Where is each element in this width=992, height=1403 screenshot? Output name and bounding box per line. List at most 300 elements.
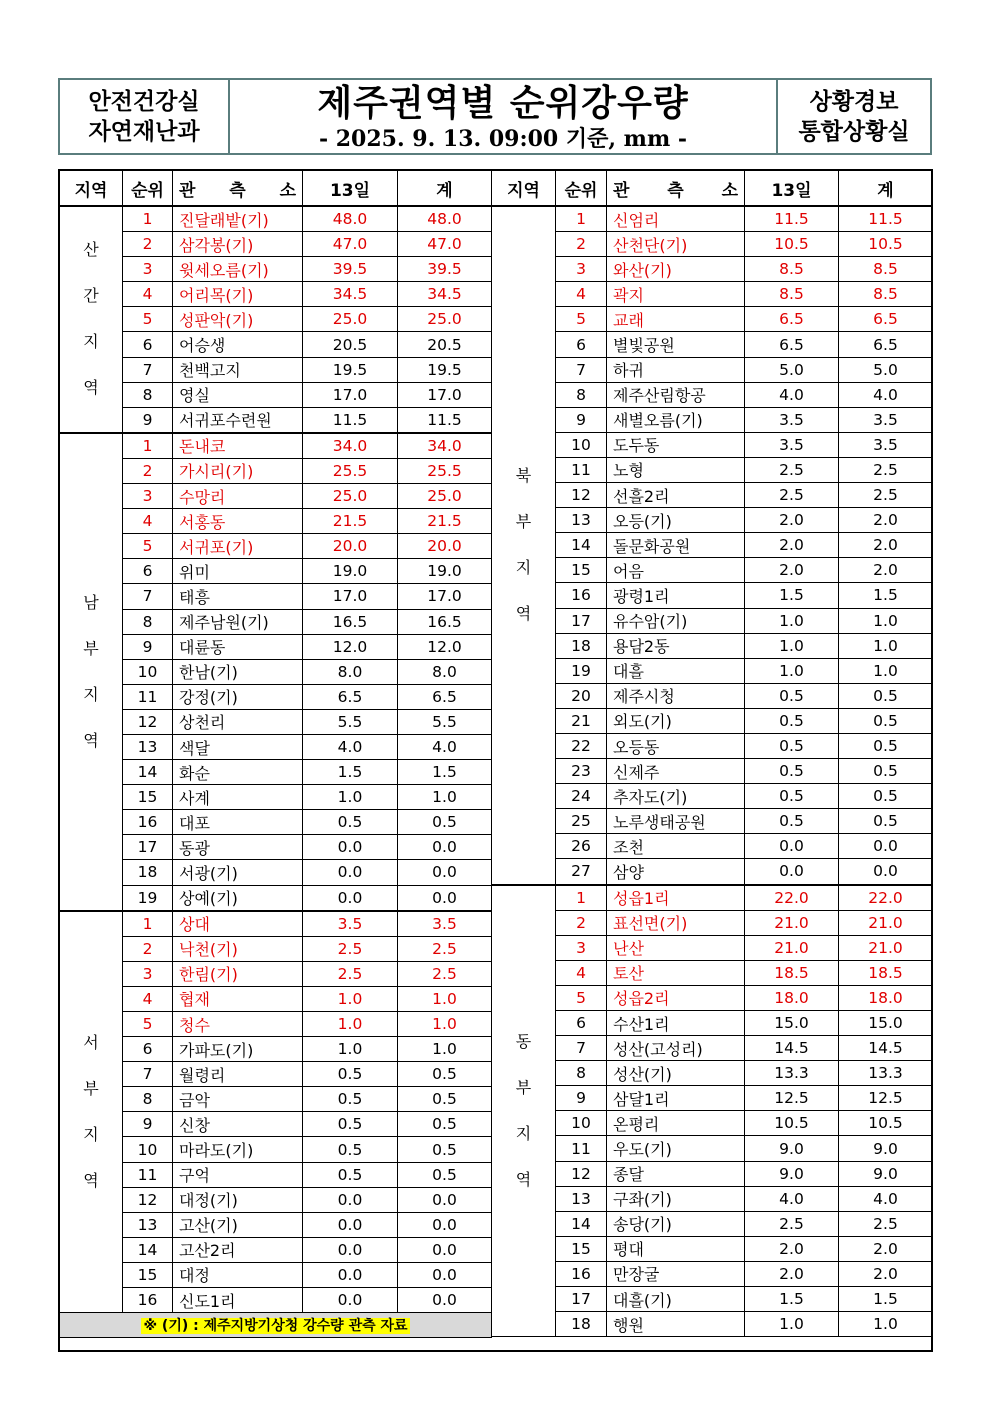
day-rainfall-cell: 4.0 <box>745 1186 839 1211</box>
rank-cell: 18 <box>556 1312 607 1337</box>
day-rainfall-cell: 8.5 <box>745 257 839 282</box>
col-total: 계 <box>398 171 492 207</box>
total-rainfall-cell: 19.0 <box>398 559 492 584</box>
table-row <box>60 232 492 257</box>
table-row <box>60 559 492 584</box>
table-row <box>492 784 933 809</box>
total-rainfall-cell: 4.0 <box>839 382 933 407</box>
rank-cell: 21 <box>556 708 607 733</box>
table-row <box>60 1162 492 1187</box>
day-rainfall-cell: 12.0 <box>303 634 398 659</box>
day-rainfall-cell: 4.0 <box>303 734 398 759</box>
table-row <box>492 483 933 508</box>
rank-cell: 3 <box>123 257 173 282</box>
station-cell: 난산 <box>607 935 745 960</box>
day-rainfall-cell: 1.0 <box>303 1037 398 1062</box>
table-row <box>492 206 933 232</box>
rank-cell: 15 <box>556 558 607 583</box>
station-cell: 성읍2리 <box>607 985 745 1010</box>
station-cell: 구억 <box>173 1162 303 1187</box>
total-rainfall-cell: 0.0 <box>839 859 933 885</box>
rank-cell: 10 <box>556 432 607 457</box>
total-rainfall-cell: 8.5 <box>839 257 933 282</box>
day-rainfall-cell: 2.5 <box>745 1211 839 1236</box>
rank-cell: 12 <box>556 483 607 508</box>
rank-cell: 19 <box>556 658 607 683</box>
office-line2: 통합상황실 <box>798 118 910 145</box>
rank-cell: 9 <box>123 407 173 433</box>
table-row <box>492 885 933 911</box>
station-cell: 대흘(기) <box>607 1287 745 1312</box>
day-rainfall-cell: 1.5 <box>745 583 839 608</box>
table-row <box>60 1062 492 1087</box>
station-cell: 노형 <box>607 457 745 482</box>
page-subtitle: - 2025. 9. 13. 09:00 기준, mm - <box>318 125 688 152</box>
station-cell: 대정(기) <box>173 1187 303 1212</box>
rank-cell: 6 <box>123 1037 173 1062</box>
rank-cell: 3 <box>123 484 173 509</box>
table-row <box>60 760 492 785</box>
day-rainfall-cell: 1.5 <box>303 760 398 785</box>
day-rainfall-cell: 2.0 <box>745 558 839 583</box>
day-rainfall-cell: 5.5 <box>303 709 398 734</box>
rank-cell: 11 <box>556 457 607 482</box>
table-row <box>492 357 933 382</box>
total-rainfall-cell: 17.0 <box>398 584 492 609</box>
total-rainfall-cell: 2.5 <box>398 961 492 986</box>
table-row <box>60 1037 492 1062</box>
day-rainfall-cell: 6.5 <box>745 332 839 357</box>
day-rainfall-cell: 1.0 <box>745 608 839 633</box>
rank-cell: 8 <box>123 1087 173 1112</box>
table-row <box>492 683 933 708</box>
source-note-text: ※ (기) : 제주지방기상청 강수량 관측 자료 <box>143 1318 408 1335</box>
office-box <box>776 80 930 153</box>
col-day: 13일 <box>303 171 398 207</box>
rank-cell: 15 <box>123 1262 173 1287</box>
total-rainfall-cell: 39.5 <box>398 257 492 282</box>
table-row <box>60 1237 492 1262</box>
rank-cell: 2 <box>556 232 607 257</box>
total-rainfall-cell: 1.0 <box>398 1012 492 1037</box>
rank-cell: 2 <box>123 936 173 961</box>
table-row <box>60 1288 492 1313</box>
rank-cell: 15 <box>556 1236 607 1261</box>
station-cell: 삼양 <box>607 859 745 885</box>
day-rainfall-cell: 0.5 <box>745 784 839 809</box>
day-rainfall-cell: 0.5 <box>303 1062 398 1087</box>
rank-cell: 8 <box>123 609 173 634</box>
day-rainfall-cell: 5.0 <box>745 357 839 382</box>
table-row <box>60 885 492 911</box>
rank-cell: 13 <box>123 734 173 759</box>
rank-cell: 14 <box>123 1237 173 1262</box>
day-rainfall-cell: 0.5 <box>303 1137 398 1162</box>
station-cell: 고산(기) <box>173 1212 303 1237</box>
station-cell: 새별오름(기) <box>607 407 745 432</box>
table-row <box>492 608 933 633</box>
station-cell: 곽지 <box>607 282 745 307</box>
day-rainfall-cell: 0.0 <box>303 860 398 885</box>
rank-cell: 10 <box>123 659 173 684</box>
rank-cell: 12 <box>123 709 173 734</box>
total-rainfall-cell: 17.0 <box>398 382 492 407</box>
station-cell: 금악 <box>173 1087 303 1112</box>
table-row <box>492 1261 933 1286</box>
total-rainfall-cell: 21.5 <box>398 509 492 534</box>
rank-cell: 16 <box>123 810 173 835</box>
rank-cell: 4 <box>123 282 173 307</box>
table-row <box>60 734 492 759</box>
station-cell: 추자도(기) <box>607 784 745 809</box>
table-row <box>60 1212 492 1237</box>
total-rainfall-cell: 0.5 <box>839 784 933 809</box>
station-cell: 월령리 <box>173 1062 303 1087</box>
station-cell: 광령1리 <box>607 583 745 608</box>
day-rainfall-cell: 48.0 <box>303 206 398 232</box>
station-cell: 조천 <box>607 834 745 859</box>
day-rainfall-cell: 10.5 <box>745 1111 839 1136</box>
day-rainfall-cell: 21.0 <box>745 910 839 935</box>
station-cell: 한림(기) <box>173 961 303 986</box>
rank-cell: 8 <box>556 382 607 407</box>
total-rainfall-cell: 5.5 <box>398 709 492 734</box>
day-rainfall-cell: 0.0 <box>303 835 398 860</box>
station-cell: 신도1리 <box>173 1288 303 1313</box>
rank-cell: 9 <box>556 407 607 432</box>
day-rainfall-cell: 20.5 <box>303 332 398 357</box>
table-row <box>492 307 933 332</box>
day-rainfall-cell: 15.0 <box>745 1011 839 1036</box>
station-cell: 삼각봉(기) <box>173 232 303 257</box>
station-cell: 제주시청 <box>607 683 745 708</box>
station-cell: 강정(기) <box>173 684 303 709</box>
table-row <box>492 1061 933 1086</box>
rank-cell: 23 <box>556 759 607 784</box>
station-cell: 색달 <box>173 734 303 759</box>
total-rainfall-cell: 1.5 <box>398 760 492 785</box>
total-rainfall-cell: 1.0 <box>839 658 933 683</box>
table-row <box>60 810 492 835</box>
day-rainfall-cell: 2.0 <box>745 508 839 533</box>
table-row <box>60 1087 492 1112</box>
day-rainfall-cell: 0.0 <box>303 1187 398 1212</box>
station-cell: 성판악(기) <box>173 307 303 332</box>
total-rainfall-cell: 0.0 <box>398 1237 492 1262</box>
station-cell: 서귀포(기) <box>173 534 303 559</box>
station-cell: 선흘2리 <box>607 483 745 508</box>
total-rainfall-cell: 25.0 <box>398 484 492 509</box>
rank-cell: 16 <box>556 1261 607 1286</box>
day-rainfall-cell: 19.0 <box>303 559 398 584</box>
col-rank: 순위 <box>556 171 607 207</box>
total-rainfall-cell: 3.5 <box>398 911 492 937</box>
station-cell: 대흘 <box>607 658 745 683</box>
rank-cell: 20 <box>556 683 607 708</box>
total-rainfall-cell: 1.0 <box>839 608 933 633</box>
station-cell: 대륜동 <box>173 634 303 659</box>
rank-cell: 7 <box>556 357 607 382</box>
station-cell: 제주산림항공 <box>607 382 745 407</box>
total-rainfall-cell: 1.0 <box>398 1037 492 1062</box>
rank-cell: 3 <box>556 935 607 960</box>
rank-cell: 17 <box>556 1287 607 1312</box>
total-rainfall-cell: 1.5 <box>839 583 933 608</box>
day-rainfall-cell: 0.5 <box>745 733 839 758</box>
total-rainfall-cell: 21.0 <box>839 935 933 960</box>
station-cell: 낙천(기) <box>173 936 303 961</box>
rank-cell: 15 <box>123 785 173 810</box>
rank-cell: 14 <box>556 1211 607 1236</box>
department-line2: 자연재난과 <box>88 118 200 145</box>
day-rainfall-cell: 0.0 <box>303 1288 398 1313</box>
day-rainfall-cell: 0.0 <box>303 1262 398 1287</box>
table-row <box>492 1161 933 1186</box>
rank-cell: 11 <box>123 1162 173 1187</box>
table-row <box>492 834 933 859</box>
day-rainfall-cell: 17.0 <box>303 584 398 609</box>
rank-cell: 4 <box>556 282 607 307</box>
rainfall-table-right <box>491 170 933 1337</box>
day-rainfall-cell: 3.5 <box>745 407 839 432</box>
table-row <box>60 282 492 307</box>
day-rainfall-cell: 0.0 <box>303 1212 398 1237</box>
station-cell: 마라도(기) <box>173 1137 303 1162</box>
table-row <box>492 583 933 608</box>
rank-cell: 2 <box>123 232 173 257</box>
day-rainfall-cell: 0.0 <box>745 834 839 859</box>
day-rainfall-cell: 1.0 <box>745 633 839 658</box>
total-rainfall-cell: 34.5 <box>398 282 492 307</box>
day-rainfall-cell: 0.5 <box>745 683 839 708</box>
table-row <box>492 733 933 758</box>
station-cell: 성읍1리 <box>607 885 745 911</box>
station-cell: 행원 <box>607 1312 745 1337</box>
station-cell: 오등동 <box>607 733 745 758</box>
table-row <box>60 1187 492 1212</box>
total-rainfall-cell: 0.0 <box>398 885 492 911</box>
rank-cell: 24 <box>556 784 607 809</box>
rank-cell: 25 <box>556 809 607 834</box>
rank-cell: 14 <box>123 760 173 785</box>
station-cell: 삼달1리 <box>607 1086 745 1111</box>
total-rainfall-cell: 0.0 <box>398 1212 492 1237</box>
table-row <box>60 634 492 659</box>
total-rainfall-cell: 1.5 <box>839 1287 933 1312</box>
rank-cell: 1 <box>556 885 607 911</box>
day-rainfall-cell: 18.5 <box>745 960 839 985</box>
day-rainfall-cell: 0.0 <box>745 859 839 885</box>
table-row <box>492 1186 933 1211</box>
table-row <box>60 1112 492 1137</box>
day-rainfall-cell: 2.5 <box>303 961 398 986</box>
day-rainfall-cell: 20.0 <box>303 534 398 559</box>
day-rainfall-cell: 1.0 <box>303 1012 398 1037</box>
day-rainfall-cell: 16.5 <box>303 609 398 634</box>
rank-cell: 7 <box>123 1062 173 1087</box>
day-rainfall-cell: 14.5 <box>745 1036 839 1061</box>
table-row <box>492 232 933 257</box>
report-header <box>58 78 932 155</box>
total-rainfall-cell: 18.0 <box>839 985 933 1010</box>
day-rainfall-cell: 1.0 <box>303 785 398 810</box>
station-cell: 돌문화공원 <box>607 533 745 558</box>
total-rainfall-cell: 8.0 <box>398 659 492 684</box>
total-rainfall-cell: 2.0 <box>839 558 933 583</box>
department-line1: 안전건강실 <box>88 88 200 115</box>
total-rainfall-cell: 14.5 <box>839 1036 933 1061</box>
total-rainfall-cell: 0.0 <box>398 1262 492 1287</box>
region-label: 서 부 지 역 <box>60 911 123 1313</box>
station-cell: 가파도(기) <box>173 1037 303 1062</box>
rank-cell: 16 <box>123 1288 173 1313</box>
table-row <box>492 1136 933 1161</box>
total-rainfall-cell: 2.5 <box>839 483 933 508</box>
rank-cell: 1 <box>123 433 173 459</box>
day-rainfall-cell: 39.5 <box>303 257 398 282</box>
rank-cell: 1 <box>123 911 173 937</box>
station-cell: 구좌(기) <box>607 1186 745 1211</box>
table-row <box>492 432 933 457</box>
table-row <box>492 1236 933 1261</box>
rank-cell: 12 <box>123 1187 173 1212</box>
total-rainfall-cell: 18.5 <box>839 960 933 985</box>
station-cell: 상예(기) <box>173 885 303 911</box>
col-day: 13일 <box>745 171 839 207</box>
table-row <box>492 985 933 1010</box>
table-row <box>492 1211 933 1236</box>
total-rainfall-cell: 12.5 <box>839 1086 933 1111</box>
total-rainfall-cell: 0.5 <box>398 1062 492 1087</box>
total-rainfall-cell: 4.0 <box>839 1186 933 1211</box>
day-rainfall-cell: 10.5 <box>745 232 839 257</box>
day-rainfall-cell: 22.0 <box>745 885 839 911</box>
total-rainfall-cell: 22.0 <box>839 885 933 911</box>
rank-cell: 13 <box>123 1212 173 1237</box>
station-cell: 돈내코 <box>173 433 303 459</box>
region-label: 북 부 지 역 <box>492 206 556 885</box>
page-title: 제주권역별 순위강우량 <box>317 82 689 124</box>
table-row <box>492 257 933 282</box>
total-rainfall-cell: 2.5 <box>839 457 933 482</box>
title-box <box>230 80 776 153</box>
station-cell: 용담2동 <box>607 633 745 658</box>
day-rainfall-cell: 0.0 <box>303 1237 398 1262</box>
total-rainfall-cell: 47.0 <box>398 232 492 257</box>
table-row <box>492 558 933 583</box>
total-rainfall-cell: 0.5 <box>398 1087 492 1112</box>
day-rainfall-cell: 8.5 <box>745 282 839 307</box>
table-row <box>492 282 933 307</box>
table-row <box>492 859 933 885</box>
total-rainfall-cell: 9.0 <box>839 1136 933 1161</box>
day-rainfall-cell: 12.5 <box>745 1086 839 1111</box>
rank-cell: 5 <box>556 307 607 332</box>
station-cell: 한남(기) <box>173 659 303 684</box>
total-rainfall-cell: 0.0 <box>398 1187 492 1212</box>
rank-cell: 6 <box>123 559 173 584</box>
total-rainfall-cell: 0.5 <box>398 1112 492 1137</box>
rank-cell: 2 <box>556 910 607 935</box>
total-rainfall-cell: 6.5 <box>839 307 933 332</box>
table-row <box>60 609 492 634</box>
rank-cell: 11 <box>123 684 173 709</box>
station-cell: 서광(기) <box>173 860 303 885</box>
rank-cell: 13 <box>556 508 607 533</box>
day-rainfall-cell: 1.5 <box>745 1287 839 1312</box>
rank-cell: 9 <box>556 1086 607 1111</box>
day-rainfall-cell: 13.3 <box>745 1061 839 1086</box>
day-rainfall-cell: 9.0 <box>745 1136 839 1161</box>
total-rainfall-cell: 0.0 <box>839 834 933 859</box>
rank-cell: 22 <box>556 733 607 758</box>
table-row <box>60 659 492 684</box>
day-rainfall-cell: 6.5 <box>303 684 398 709</box>
rank-cell: 8 <box>123 382 173 407</box>
rank-cell: 26 <box>556 834 607 859</box>
table-row <box>60 382 492 407</box>
table-row <box>60 961 492 986</box>
table-row <box>492 935 933 960</box>
rank-cell: 2 <box>123 458 173 483</box>
table-row <box>60 1137 492 1162</box>
table-row <box>60 407 492 433</box>
station-cell: 유수암(기) <box>607 608 745 633</box>
table-row <box>492 332 933 357</box>
table-row <box>492 658 933 683</box>
table-row <box>492 1036 933 1061</box>
total-rainfall-cell: 20.5 <box>398 332 492 357</box>
region-label: 남 부 지 역 <box>60 433 123 911</box>
day-rainfall-cell: 2.5 <box>303 936 398 961</box>
station-cell: 만장굴 <box>607 1261 745 1286</box>
day-rainfall-cell: 3.5 <box>745 432 839 457</box>
col-region: 지역 <box>492 171 556 207</box>
station-cell: 우도(기) <box>607 1136 745 1161</box>
rank-cell: 17 <box>123 835 173 860</box>
table-row <box>492 382 933 407</box>
table-row <box>492 533 933 558</box>
day-rainfall-cell: 21.0 <box>745 935 839 960</box>
day-rainfall-cell: 25.5 <box>303 458 398 483</box>
total-rainfall-cell: 12.0 <box>398 634 492 659</box>
station-cell: 수망리 <box>173 484 303 509</box>
region-label: 동 부 지 역 <box>492 885 556 1337</box>
day-rainfall-cell: 25.0 <box>303 307 398 332</box>
table-row <box>492 1312 933 1337</box>
rank-cell: 7 <box>123 357 173 382</box>
table-row <box>60 307 492 332</box>
total-rainfall-cell: 3.5 <box>839 432 933 457</box>
total-rainfall-cell: 1.0 <box>398 986 492 1011</box>
total-rainfall-cell: 48.0 <box>398 206 492 232</box>
station-cell: 와산(기) <box>607 257 745 282</box>
rank-cell: 11 <box>556 1136 607 1161</box>
station-cell: 오등(기) <box>607 508 745 533</box>
rank-cell: 13 <box>556 1186 607 1211</box>
total-rainfall-cell: 11.5 <box>398 407 492 433</box>
table-row <box>492 910 933 935</box>
day-rainfall-cell: 34.5 <box>303 282 398 307</box>
station-cell: 어승생 <box>173 332 303 357</box>
table-row <box>492 407 933 432</box>
total-rainfall-cell: 1.0 <box>839 633 933 658</box>
station-cell: 어리목(기) <box>173 282 303 307</box>
rank-cell: 27 <box>556 859 607 885</box>
col-station: 관 측 소 <box>173 171 303 207</box>
day-rainfall-cell: 8.0 <box>303 659 398 684</box>
total-rainfall-cell: 2.0 <box>839 533 933 558</box>
